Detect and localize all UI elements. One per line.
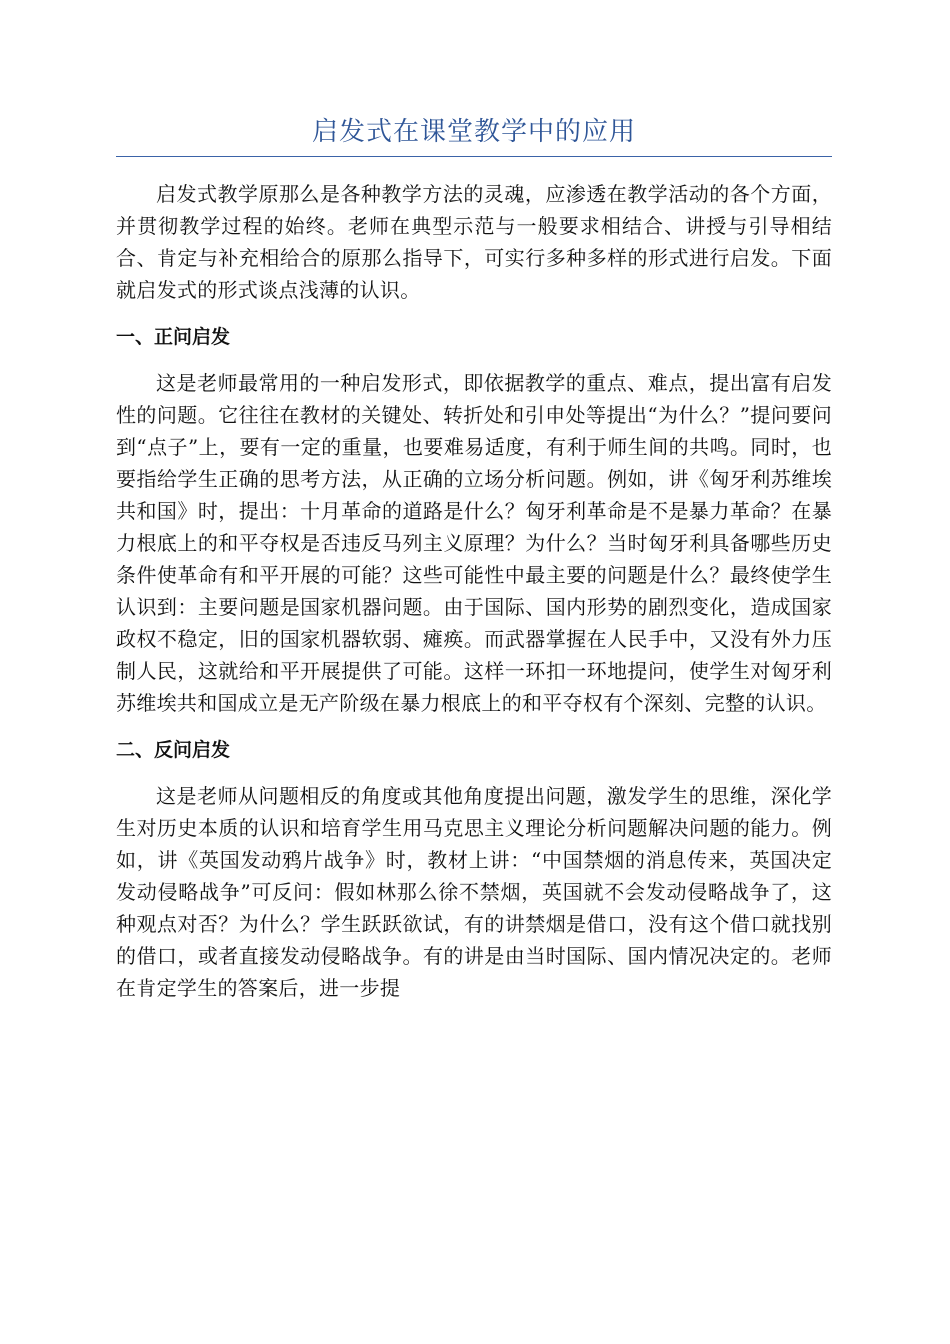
section-body-zhengwen: 这是老师最常用的一种启发形式，即依据教学的重点、难点，提出富有启发性的问题。它往往在教材的关键处、转折处和引申处等提出“为什么？”提问要问到“点子”上，要有一定的重量，也要难易适度，有利于师生间的共鸣。同时，也要指给学生正确的思考方法，从正确的立场分析问题。例如，讲《匈牙利苏维埃共和国》时，提出：十月革命的道路是什么？匈牙利革命是不是暴力革命？在暴力根底上的和平夺权是否违反马列主义原理？为什么？当时匈牙利具备哪些历史条件使革命有和平开展的可能？这些可能性中最主要的问题是什么？最终使学生认识到：主要问题是国家机器问题。由于国际、国内形势的剧烈变化，造成国家政权不稳定，旧的国家机器软弱、瘫痪。而武器掌握在人民手中，又没有外力压制人民，这就给和平开展提供了可能。这样一环扣一环地提问，使学生对匈牙利苏维埃共和国成立是无产阶级在暴力根底上的和平夺权有个深刻、完整的认识。 (116, 371, 832, 715)
intro-paragraph: 启发式教学原那么是各种教学方法的灵魂，应渗透在教学活动的各个方面，并贯彻教学过程的始终。老师在典型示范与一般要求相结合、讲授与引导相结合、肯定与补充相给合的原那么指导下，可实行多种多样的形式进行启发。下面就启发式的形式谈点浅薄的认识。 (116, 182, 832, 302)
document-title: 启发式在课堂教学中的应用 (311, 117, 636, 147)
section-heading-fanwen: 二、反问启发 (116, 739, 231, 761)
document-content (116, 110, 832, 1004)
section-heading-zhengwen: 一、正问启发 (116, 326, 231, 348)
section-body-fanwen: 这是老师从问题相反的角度或其他角度提出问题，激发学生的思维，深化学生对历史本质的认识和培育学生用马克思主义理论分析问题解决问题的能力。例如，讲《英国发动鸦片战争》时，教材上讲：“中国禁烟的消息传来，英国决定发动侵略战争”可反问：假如林那么徐不禁烟，英国就不会发动侵略战争了，这种观点对否？为什么？学生跃跃欲试，有的讲禁烟是借口，没有这个借口就找别的借口，或者直接发动侵略战争。有的讲是由当时国际、国内情况决定的。老师在肯定学生的答案后，进一步提 (116, 784, 832, 1000)
title-underline (116, 156, 832, 157)
